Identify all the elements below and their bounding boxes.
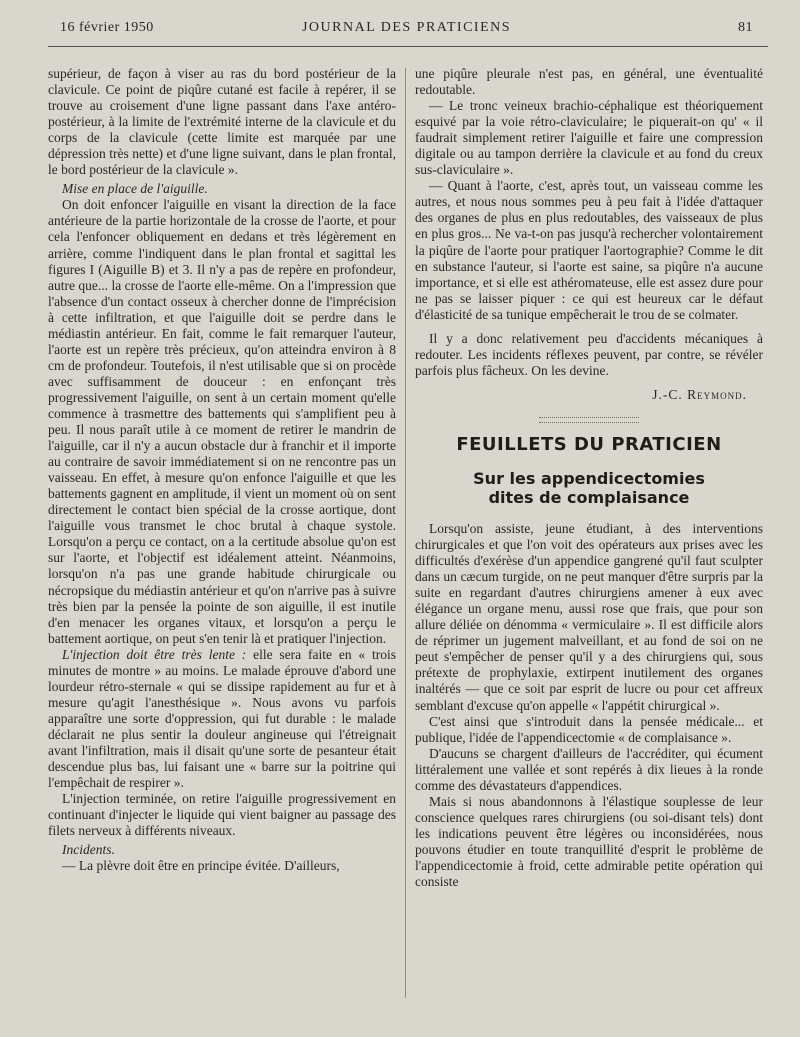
article-title-line: dites de complaisance [488, 487, 690, 507]
header-rule [48, 46, 768, 47]
left-column [48, 66, 396, 874]
subheading-incidents: Incidents. [62, 842, 115, 858]
paragraph: — Le tronc veineux brachio-céphalique est théoriquement esquivé par la voie rétro-claviculaire; le piquerait-on qu' « il faudrait simplement retirer l'aiguille et faire une compression digitale ou au tampon derrière la clavicule et au fond du creux sus-claviculaire ». [415, 98, 763, 178]
section-title: FEUILLETS DU PRATICIEN [456, 433, 722, 455]
paragraph: C'est ainsi que s'introduit dans la pensée médicale... et publique, l'idée de l'appendicectomie « de complaisance ». [415, 713, 763, 745]
header-page-number: 81 [738, 20, 753, 35]
paragraph-injection [48, 647, 396, 791]
article-title [415, 469, 763, 507]
column-divider [405, 68, 406, 998]
paragraph: Mais si nous abandonnons à l'élastique souplesse de leur conscience quelques rares chirurgiens (ou soi-disant tels) dont les indications peuvent être légères ou inconsidérées, nous pouvons étudier en toute tranquillité d'esprit le problème de l'appendicectomie à froid, cette admirable petite opération qui consiste [415, 793, 763, 890]
paragraph: Lorsqu'on assiste, jeune étudiant, à des interventions chirurgicales et que l'on voit des opérateurs aux prises avec les difficultés d'exérèse d'un appendice gangrené qu'il faut sculpter dans un cæcum turgide, on ne peut manquer d'être surpris par la suite en regardant d'autres chirurgiens amener à eux avec élégance un organe menu, aussi rose que frais, que pour son allure déliée on dénomma « vermiculaire ». Il est difficile alors de réprimer un jugement malveillant, et au fond de soi on ne peut s'empêcher de penser qu'il y a des chirurgiens qui, sous prétexte de prophylaxie, extirpent inutilement des organes inaltérés — que ce soit par esprit de lucre ou pour cet affreux semblant d'excuse qu'on appelle « l'appétit chirurgical ». [415, 520, 763, 713]
paragraph: Il y a donc relativement peu d'accidents mécaniques à redouter. Les incidents réflexes peuvent, par contre, se révéler parfois plus fâcheux. On les devine. [415, 330, 763, 378]
paragraph: On doit enfoncer l'aiguille en visant la direction de la face antérieure de la partie horizontale de la crosse de l'aorte, et pour cela l'enfoncer obliquement en dedans et très légèrement en arrière, comme l'indiquent dans le plan frontal et sagittal les figures I (Aiguille B) et 3. Il n'y a pas de repère en profondeur, autre que... la crosse de l'aorte elle-même. On a l'impression que l'absence d'un contact osseux à chercher donne de l'imprécision à cette infiltration, et que l'aiguille doit se perdre dans le médiastin antérieur. En fait, comme le fait remarquer l'auteur, l'aorte est un repère très précieux, qu'on atteindra environ à 8 cm de profondeur. Toutefois, il n'est utilisable que si on procède avec suffisamment de douceur : en enfonçant très progressivement l'aiguille, on sent à un certain moment qu'elle commence à trasmettre des battements qui s'amplifient peu à peu. Il nous paraît utile à ce moment de retirer le mandrin de l'aiguille, car il n'y a aucun obstacle dur à franchir et il importe au contraire de savoir immédiatement si on ne rencontre pas un vaisseau. En effet, à mesure qu'on enfonce l'aiguille et que les battements gagnent en amplitude, il vient un moment où on sent directement le contact bien spécial de la crosse aortique, dont l'aiguille vous transmet le choc brutal à chaque systole. Lorsqu'on a perçu ce contact, on a la certitude absolue qu'on est sur l'aorte, et l'objectif est idéalement atteint. Néanmoins, lorsqu'on n'a pas une grande habitude chirurgicale ou nécropsique du médiastin antérieur et qu'on n'arrive pas à suivre très bien par la pensée la pointe de son aiguille, il est inutile d'en menacer les organes vitaux, et lorsqu'on a perçu le battement aortique, on peut s'en tenir là et pratiquer l'injection. [48, 197, 396, 646]
running-header [60, 20, 753, 42]
paragraph: — Quant à l'aorte, c'est, après tout, un vaisseau comme les autres, et nous nous sommes peu à peu fait à l'idée d'attaquer des organes de plus en plus redoutables, des vaisseaux de plus en plus gros... Ne va-t-on pas jusqu'à rechercher volontairement la piqûre de l'aorte pour pratiquer l'aortographie? Comme le dit en substance l'auteur, si l'aorte est saine, sa piqûre n'a aucune importance, et si elle est athéromateuse, elle est assez dure pour ne pas se laisser piquer : ce qui est heureux car le défaut d'élasticité de sa tunique empêcherait le trou de se colmater. [415, 178, 763, 322]
subheading-injection: L'injection doit être très lente : [62, 646, 247, 662]
right-column [415, 66, 763, 890]
paragraph: D'aucuns se chargent d'ailleurs de l'accréditer, qui écument littéralement une vallée et sont repérés à dix lieues à la ronde comme des dévastateurs d'appendices. [415, 745, 763, 793]
author-signature: J.-C. Reymond. [652, 386, 747, 402]
header-journal-title: JOURNAL DES PRATICIENS [301, 20, 512, 35]
paragraph: supérieur, de façon à viser au ras du bord postérieur de la clavicule. Ce point de piqûre cutané est facile à repérer, il se trouve au croisement d'une ligne passant dans l'axe antéro-postérieur, à la limite de l'extrémité interne de la clavicule et du corps de la clavicule (cette limite est marquée par une dépression très nette) et d'une ligne suivant, dans le plan frontal, le bord postérieur de la clavicule ». [48, 66, 396, 178]
paragraph: — La plèvre doit être en principe évitée. D'ailleurs, [62, 858, 340, 874]
paragraph-text: elle sera faite en « trois minutes de montre » au moins. Le malade éprouve d'abord une lourdeur rétro-sternale « qui se dissipe rapidement au fur et à mesure qu'agit l'anesthésique ». Nous avons vu parfois apparaître une sorte d'oppression, qui fut durable : le malade déclarait ne plus sentir la douleur angineuse qui l'étreignait avant l'infiltration, mais il disait qu'une sorte de pesanteur était descendue plus bas, lui faisant une « barre sur la poitrine qui l'empêchait de respirer ». [48, 646, 396, 791]
section-divider [539, 417, 639, 423]
paragraph: une piqûre pleurale n'est pas, en général, une éventualité redoutable. [415, 66, 763, 98]
subheading-mise-en-place: Mise en place de l'aiguille. [62, 181, 208, 197]
article-title-line: Sur les appendicectomies [473, 468, 705, 488]
header-date: 16 février 1950 [60, 20, 154, 35]
paragraph: L'injection terminée, on retire l'aiguille progressivement en continuant d'injecter le liquide qui vient baigner au passage des filets nerveux à différents niveaux. [48, 791, 396, 839]
